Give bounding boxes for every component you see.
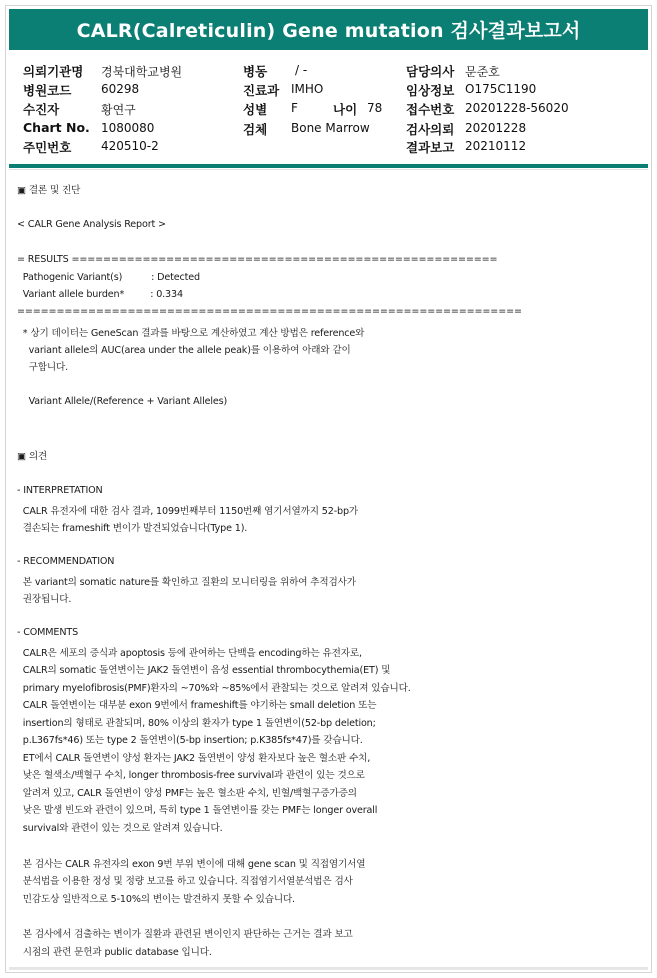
results-rule: = RESULTS ====================================================== [17,254,498,265]
doctor-value: 문준호 [465,65,500,79]
clinical-value: O175C1190 [465,82,537,96]
report-line: 본 variant의 somatic nature를 확인하고 질환의 모니터링을 위하여 추적검사가 [17,577,356,588]
report-date-label: 결과보고 [406,140,455,155]
report-line: 결손되는 frameshift 변이가 발견되었습니다(Type 1). [17,523,248,534]
id-label: 주민번호 [23,140,72,155]
header-divider [9,164,648,168]
report-line: Variant Allele/(Reference + Variant Alleles) [17,396,228,407]
clinical-label: 임상정보 [406,83,455,98]
age-label: 나이 [333,102,358,117]
age-value: 78 [367,101,383,115]
specimen-label: 검체 [243,122,268,137]
report-line: CALR 유전자에 대한 검사 결과, 1099번째부터 1150번째 염기서열까지 52-bp가 [17,506,359,517]
report-line: variant allele의 AUC(area under the allele peak)를 이용하여 아래와 같이 [17,345,351,356]
report-line: 낮은 혈색소/백혈구 수치, longer thrombosis-free survival과 관련이 있는 것으로 [17,770,365,781]
report-line: 본 검사에서 검출하는 변이가 질환과 관련된 변이인지 판단하는 근거는 결과 보고 [17,929,353,940]
result-variant-allele-burden: Variant allele burden* : 0.334 [17,289,183,300]
report-frame [5,5,652,973]
hospital-value: 경북대학교병원 [101,65,183,79]
section-conclusion-heading: ▣ 결론 및 진단 [17,185,81,196]
doctor-label: 담당의사 [406,64,455,79]
report-date-value: 20210112 [465,139,527,153]
report-title: CALR(Calreticulin) Gene mutation 검사결과보고서 [9,9,648,50]
receiver-label: 수진자 [23,102,60,117]
report-line: 구합니다. [17,362,68,373]
ward-value: / - [295,63,308,77]
receiver-value: 황연구 [101,103,136,117]
bottom-strip [9,967,648,970]
results-rule-end: ================================================================ [17,306,522,317]
id-value: 420510-2 [101,139,159,153]
chart-label: Chart No. [23,120,90,135]
ward-label: 병동 [243,64,268,79]
sex-value: F [291,101,298,115]
sex-label: 성별 [243,102,268,117]
report-line: 본 검사는 CALR 유전자의 exon 9번 부위 변이에 대해 gene scan 및 직접염기서열 [17,859,366,870]
report-line: CALR 돌연변이는 대부분 exon 9번에서 frameshift를 야기하는 small deletion 또는 [17,700,377,711]
report-line: insertion의 형태로 관찰되며, 80% 이상의 환자가 type 1 돌연변이(52-bp deletion; [17,718,376,729]
report-line: p.L367fs*46) 또는 type 2 돌연변이(5-bp insertion; p.K385fs*47)를 갖습니다. [17,735,363,746]
report-line: CALR은 세포의 증식과 apoptosis 등에 관여하는 단백을 encoding하는 유전자로, [17,648,362,659]
hospital-label: 의뢰기관명 [23,64,84,79]
report-line: < CALR Gene Analysis Report > [17,219,166,230]
request-label: 검사의뢰 [406,122,455,137]
report-line: 분석법을 이용한 정성 및 정량 보고를 하고 있습니다. 직접염기서열분석법은 검사 [17,876,353,887]
accession-label: 접수번호 [406,102,455,117]
chart-value: 1080080 [101,121,155,135]
report-line: CALR의 somatic 돌연변이는 JAK2 돌연변이 음성 essential thrombocythemia(ET) 및 [17,665,391,676]
comments-heading: - COMMENTS [17,627,79,638]
result-pathogenic-variant: Pathogenic Variant(s) : Detected [17,272,200,283]
report-line: survival와 관련이 있는 것으로 알려져 있습니다. [17,823,223,834]
report-body [9,169,648,968]
report-line: 낮은 발생 빈도와 관련이 있으며, 특히 type 1 돌연변이를 갖는 PMF는 longer overall [17,805,378,816]
code-value: 60298 [101,82,140,96]
section-opinion-heading: ▣ 의견 [17,451,48,462]
dept-value: IMHO [291,82,324,96]
report-line: 민감도상 일반적으로 5-10%의 변이는 발견하지 못할 수 있습니다. [17,894,295,905]
report-line: 시점의 관련 문헌과 public database 입니다. [17,947,212,958]
patient-info [23,58,643,158]
recommendation-heading: - RECOMMENDATION [17,556,115,567]
report-line: ET에서 CALR 돌연변이 양성 환자는 JAK2 돌연변이 양성 환자보다 높은 혈소판 수치, [17,753,371,764]
code-label: 병원코드 [23,83,72,98]
specimen-value: Bone Marrow [291,121,370,135]
interpretation-heading: - INTERPRETATION [17,485,103,496]
report-line: * 상기 데이터는 GeneScan 결과를 바탕으로 계산하였고 계산 방법은 reference와 [17,328,365,339]
accession-value: 20201228-56020 [465,101,569,115]
request-value: 20201228 [465,121,527,135]
report-line: primary myelofibrosis(PMF)환자의 ~70%와 ~85%에서 관찰되는 것으로 알려져 있습니다. [17,683,411,694]
dept-label: 진료과 [243,83,280,98]
report-line: 알려져 있고, CALR 돌연변이 양성 PMF는 높은 혈소판 수치, 빈혈/백혈구증가증의 [17,788,357,799]
report-line: 권장됩니다. [17,594,72,605]
